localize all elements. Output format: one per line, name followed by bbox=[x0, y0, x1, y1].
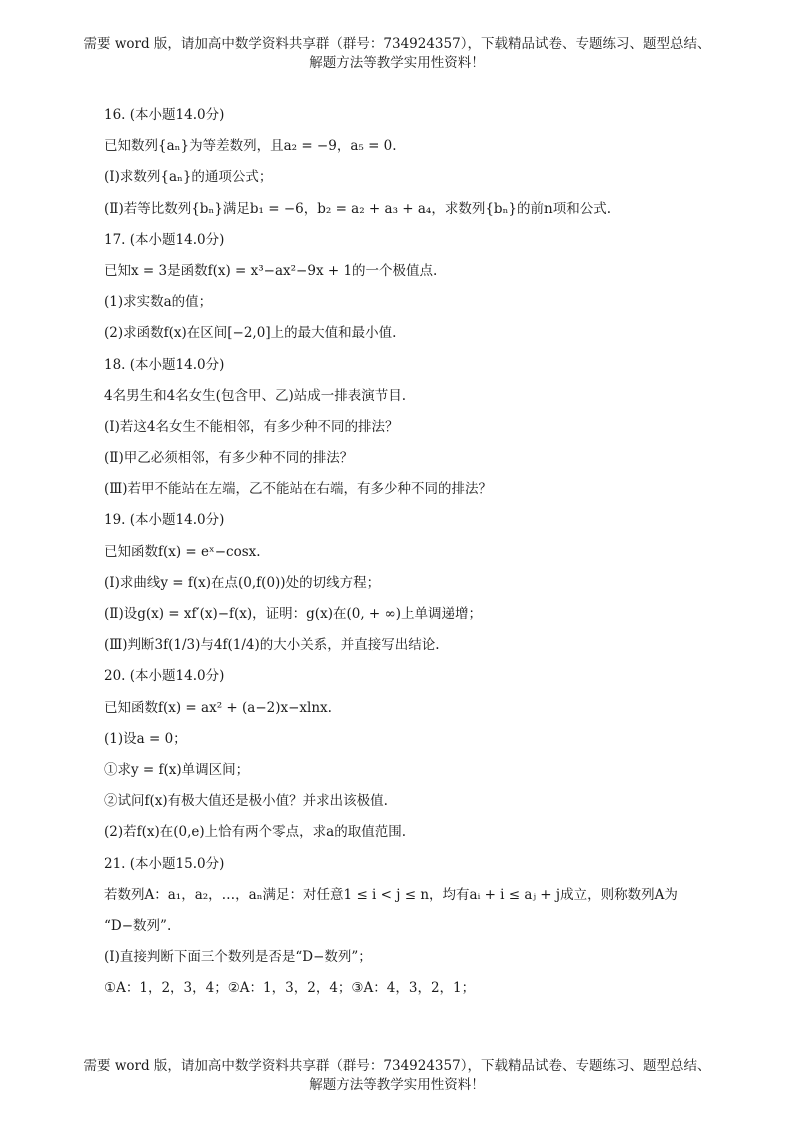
question-20-part-1-a: ①求y = f(x)单调区间； bbox=[104, 761, 250, 778]
question-18-heading: 18. (本小题14.0分) bbox=[104, 356, 225, 373]
question-20-part-1: (1)设a = 0； bbox=[104, 730, 187, 747]
header-line-1: 需要 word 版，请加高中数学资料共享群（群号：734924357），下载精品试卷、专题练习、题型总结、 bbox=[83, 36, 711, 52]
question-18-part-1: (Ⅰ)若这4名女生不能相邻，有多少种不同的排法？ bbox=[104, 418, 399, 435]
question-19-part-2: (Ⅱ)设g(x) = xf′(x)−f(x)，证明：g(x)在(0, + ∞)上单调递增； bbox=[104, 606, 483, 622]
question-20-part-2: (2)若f(x)在(0,e)上恰有两个零点，求a的取值范围. bbox=[104, 824, 407, 841]
question-20-stem: 已知函数f(x) = ax² + (a−2)x−xlnx. bbox=[104, 699, 332, 716]
question-19-part-1: (Ⅰ)求曲线y = f(x)在点(0,f(0))处的切线方程； bbox=[104, 574, 381, 591]
question-17-heading: 17. (本小题14.0分) bbox=[104, 231, 225, 248]
question-16-heading: 16. (本小题14.0分) bbox=[104, 107, 225, 123]
question-21-part-1: (Ⅰ)直接判断下面三个数列是否是“D−数列”； bbox=[104, 949, 372, 966]
exam-content bbox=[104, 100, 704, 1004]
question-21-stem-cont: “D−数列”. bbox=[104, 917, 172, 934]
header-line-2: 解题方法等教学实用性资料！ bbox=[309, 55, 485, 71]
question-17-part-1: (1)求实数a的值； bbox=[104, 294, 213, 311]
question-18-part-3: (Ⅲ)若甲不能站在左端，乙不能站在右端，有多少种不同的排法？ bbox=[104, 481, 493, 498]
question-21-heading: 21. (本小题15.0分) bbox=[104, 855, 225, 872]
question-21-stem: 若数列A：a₁，a₂，…，aₙ满足：对任意1 ≤ i < j ≤ n，均有aᵢ + i ≤ aⱼ + j成立，则称数列A为 bbox=[104, 886, 678, 903]
question-17-stem: 已知x = 3是函数f(x) = x³−ax²−9x + 1的一个极值点. bbox=[104, 262, 438, 279]
footer-line-2: 解题方法等教学实用性资料！ bbox=[309, 1077, 485, 1093]
question-19-heading: 19. (本小题14.0分) bbox=[104, 512, 225, 529]
question-19-stem: 已知函数f(x) = eˣ−cosx. bbox=[104, 543, 261, 560]
question-17-part-2: (2)求函数f(x)在区间[−2,0]上的最大值和最小值. bbox=[104, 325, 397, 342]
question-18-part-2: (Ⅱ)甲乙必须相邻，有多少种不同的排法？ bbox=[104, 450, 354, 467]
question-20-part-1-b: ②试问f(x)有极大值还是极小值？并求出该极值. bbox=[104, 793, 388, 810]
footer-banner bbox=[0, 1057, 794, 1095]
question-20-heading: 20. (本小题14.0分) bbox=[104, 668, 225, 685]
footer-line-1: 需要 word 版，请加高中数学资料共享群（群号：734924357），下载精品试卷、专题练习、题型总结、 bbox=[83, 1058, 711, 1074]
question-21-options: ①A：1，2，3，4；②A：1，3，2，4；③A：4，3，2，1； bbox=[104, 980, 476, 997]
question-16-part-2: (Ⅱ)若等比数列{bₙ}满足b₁ = −6，b₂ = a₂ + a₃ + a₄，求数列{bₙ}的前n项和公式. bbox=[104, 200, 611, 217]
question-19-part-3: (Ⅲ)判断3f(1/3)与4f(1/4)的大小关系，并直接写出结论. bbox=[104, 637, 440, 654]
question-18-stem: 4名男生和4名女生(包含甲、乙)站成一排表演节目. bbox=[104, 387, 407, 404]
question-16-stem: 已知数列{aₙ}为等差数列，且a₂ = −9，a₅ = 0. bbox=[104, 138, 397, 155]
question-16-part-1: (Ⅰ)求数列{aₙ}的通项公式； bbox=[104, 169, 273, 186]
header-banner bbox=[0, 35, 794, 73]
